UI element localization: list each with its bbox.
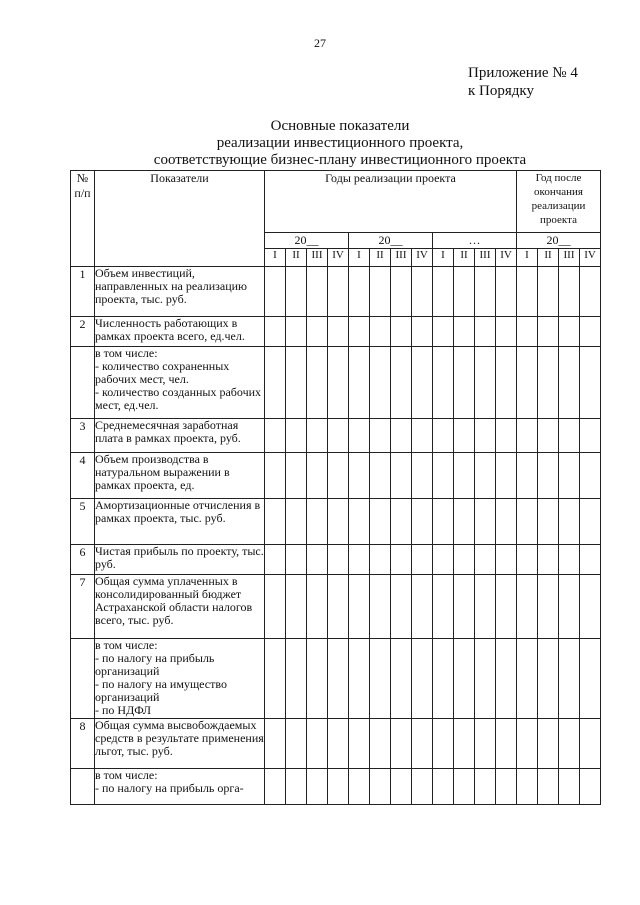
value-cell[interactable] — [433, 419, 454, 453]
value-cell[interactable] — [454, 575, 475, 639]
value-cell[interactable] — [580, 769, 601, 805]
value-cell[interactable] — [286, 453, 307, 499]
value-cell[interactable] — [517, 769, 538, 805]
value-cell[interactable] — [286, 719, 307, 769]
value-cell[interactable] — [433, 499, 454, 545]
value-cell[interactable] — [496, 453, 517, 499]
document-title — [60, 118, 620, 169]
value-cell[interactable] — [496, 317, 517, 347]
indicator-label: Амортизационные отчисления в рамках проекта, тыс. руб. — [95, 499, 265, 545]
indicator-label: Численность работающих в рамках проекта всего, ед.чел. — [95, 317, 265, 347]
row-number — [71, 347, 95, 419]
value-cell[interactable] — [328, 719, 349, 769]
value-cell[interactable] — [559, 419, 580, 453]
value-cell[interactable] — [496, 545, 517, 575]
value-cell[interactable] — [517, 267, 538, 317]
row-number: 1 — [71, 267, 95, 317]
quarter-label: III — [475, 249, 496, 267]
value-cell[interactable] — [580, 419, 601, 453]
table-row — [71, 499, 601, 545]
value-cell[interactable] — [412, 545, 433, 575]
title-line-2: реализации инвестиционного проекта, — [216, 135, 464, 151]
value-cell[interactable] — [286, 639, 307, 719]
value-cell[interactable] — [559, 719, 580, 769]
value-cell[interactable] — [475, 347, 496, 419]
value-cell[interactable] — [265, 499, 286, 545]
value-cell[interactable] — [286, 347, 307, 419]
value-cell[interactable] — [433, 347, 454, 419]
quarter-label: I — [265, 249, 286, 267]
value-cell[interactable] — [349, 347, 370, 419]
value-cell[interactable] — [538, 769, 559, 805]
value-cell[interactable] — [517, 317, 538, 347]
year-label: … — [433, 233, 517, 249]
value-cell[interactable] — [349, 575, 370, 639]
value-cell[interactable] — [265, 419, 286, 453]
value-cell[interactable] — [391, 347, 412, 419]
value-cell[interactable] — [433, 317, 454, 347]
title-line-3: соответствующие бизнес-плану инвестиционного проекта — [153, 152, 527, 168]
value-cell[interactable] — [538, 317, 559, 347]
value-cell[interactable] — [517, 347, 538, 419]
appendix-reference — [468, 64, 578, 100]
value-cell[interactable] — [559, 575, 580, 639]
value-cell[interactable] — [454, 499, 475, 545]
value-cell[interactable] — [286, 769, 307, 805]
value-cell[interactable] — [475, 639, 496, 719]
value-cell[interactable] — [349, 419, 370, 453]
value-cell[interactable] — [265, 453, 286, 499]
value-cell[interactable] — [391, 453, 412, 499]
value-cell[interactable] — [454, 347, 475, 419]
value-cell[interactable] — [349, 639, 370, 719]
value-cell[interactable] — [370, 499, 391, 545]
value-cell[interactable] — [538, 575, 559, 639]
value-cell[interactable] — [412, 317, 433, 347]
value-cell[interactable] — [391, 267, 412, 317]
value-cell[interactable] — [412, 575, 433, 639]
value-cell[interactable] — [433, 719, 454, 769]
indicator-label: Среднемесячная заработная плата в рамках проекта, руб. — [95, 419, 265, 453]
value-cell[interactable] — [412, 719, 433, 769]
value-cell[interactable] — [391, 419, 412, 453]
value-cell[interactable] — [559, 545, 580, 575]
quarter-label: II — [286, 249, 307, 267]
quarter-label: IV — [412, 249, 433, 267]
value-cell[interactable] — [328, 317, 349, 347]
year-label: 20__ — [349, 233, 433, 249]
table-row — [71, 267, 601, 317]
value-cell[interactable] — [412, 769, 433, 805]
quarter-label: II — [538, 249, 559, 267]
value-cell[interactable] — [370, 545, 391, 575]
value-cell[interactable] — [328, 347, 349, 419]
value-cell[interactable] — [307, 347, 328, 419]
value-cell[interactable] — [391, 639, 412, 719]
value-cell[interactable] — [538, 419, 559, 453]
value-cell[interactable] — [328, 545, 349, 575]
value-cell[interactable] — [265, 347, 286, 419]
value-cell[interactable] — [433, 545, 454, 575]
value-cell[interactable] — [328, 499, 349, 545]
value-cell[interactable] — [286, 267, 307, 317]
value-cell[interactable] — [580, 639, 601, 719]
header-indicators: Показатели — [95, 171, 265, 267]
value-cell[interactable] — [559, 499, 580, 545]
value-cell[interactable] — [433, 639, 454, 719]
header-year-after: Год после окончания реализации проекта — [517, 171, 601, 233]
value-cell[interactable] — [307, 575, 328, 639]
table-row — [71, 419, 601, 453]
indicator-label: в том числе: - по налогу на прибыль орга- — [95, 769, 265, 805]
value-cell[interactable] — [454, 545, 475, 575]
row-number — [71, 769, 95, 805]
value-cell[interactable] — [286, 545, 307, 575]
quarter-label: IV — [580, 249, 601, 267]
quarter-label: II — [454, 249, 475, 267]
value-cell[interactable] — [580, 719, 601, 769]
value-cell[interactable] — [559, 453, 580, 499]
value-cell[interactable] — [391, 575, 412, 639]
value-cell[interactable] — [370, 419, 391, 453]
value-cell[interactable] — [433, 267, 454, 317]
value-cell[interactable] — [307, 317, 328, 347]
value-cell[interactable] — [580, 347, 601, 419]
value-cell[interactable] — [370, 769, 391, 805]
value-cell[interactable] — [349, 317, 370, 347]
quarter-label: IV — [328, 249, 349, 267]
row-number: 2 — [71, 317, 95, 347]
value-cell[interactable] — [391, 719, 412, 769]
value-cell[interactable] — [349, 769, 370, 805]
value-cell[interactable] — [286, 575, 307, 639]
value-cell[interactable] — [496, 499, 517, 545]
value-cell[interactable] — [496, 267, 517, 317]
value-cell[interactable] — [328, 419, 349, 453]
value-cell[interactable] — [328, 453, 349, 499]
table-row — [71, 719, 601, 769]
value-cell[interactable] — [265, 719, 286, 769]
row-number — [71, 639, 95, 719]
value-cell[interactable] — [265, 545, 286, 575]
value-cell[interactable] — [580, 267, 601, 317]
quarter-label: I — [349, 249, 370, 267]
value-cell[interactable] — [559, 317, 580, 347]
value-cell[interactable] — [517, 545, 538, 575]
value-cell[interactable] — [307, 499, 328, 545]
value-cell[interactable] — [328, 769, 349, 805]
appendix-line-1: Приложение № 4 — [468, 65, 578, 81]
table-row — [71, 347, 601, 419]
row-number: 3 — [71, 419, 95, 453]
row-number: 6 — [71, 545, 95, 575]
value-cell[interactable] — [559, 267, 580, 317]
value-cell[interactable] — [328, 639, 349, 719]
value-cell[interactable] — [475, 419, 496, 453]
value-cell[interactable] — [454, 267, 475, 317]
value-cell[interactable] — [307, 545, 328, 575]
table-row — [71, 639, 601, 719]
value-cell[interactable] — [475, 769, 496, 805]
value-cell[interactable] — [328, 575, 349, 639]
value-cell[interactable] — [538, 639, 559, 719]
value-cell[interactable] — [475, 317, 496, 347]
value-cell[interactable] — [370, 719, 391, 769]
quarter-label: I — [433, 249, 454, 267]
value-cell[interactable] — [496, 419, 517, 453]
value-cell[interactable] — [286, 419, 307, 453]
value-cell[interactable] — [307, 453, 328, 499]
value-cell[interactable] — [454, 639, 475, 719]
value-cell[interactable] — [349, 499, 370, 545]
value-cell[interactable] — [517, 719, 538, 769]
value-cell[interactable] — [265, 769, 286, 805]
value-cell[interactable] — [475, 453, 496, 499]
year-label: 20__ — [265, 233, 349, 249]
value-cell[interactable] — [475, 267, 496, 317]
value-cell[interactable] — [475, 499, 496, 545]
value-cell[interactable] — [370, 317, 391, 347]
row-number: 7 — [71, 575, 95, 639]
value-cell[interactable] — [412, 267, 433, 317]
value-cell[interactable] — [391, 545, 412, 575]
value-cell[interactable] — [412, 453, 433, 499]
table-row — [71, 545, 601, 575]
value-cell[interactable] — [517, 575, 538, 639]
value-cell[interactable] — [580, 499, 601, 545]
quarter-label: IV — [496, 249, 517, 267]
value-cell[interactable] — [370, 639, 391, 719]
value-cell[interactable] — [307, 769, 328, 805]
indicator-label: Объем инвестиций, направленных на реализацию проекта, тыс. руб. — [95, 267, 265, 317]
value-cell[interactable] — [370, 267, 391, 317]
value-cell[interactable] — [517, 639, 538, 719]
value-cell[interactable] — [433, 575, 454, 639]
value-cell[interactable] — [475, 719, 496, 769]
table-row — [71, 575, 601, 639]
value-cell[interactable] — [349, 545, 370, 575]
table-row — [71, 317, 601, 347]
value-cell[interactable] — [496, 639, 517, 719]
value-cell[interactable] — [349, 719, 370, 769]
value-cell[interactable] — [265, 639, 286, 719]
value-cell[interactable] — [559, 347, 580, 419]
value-cell[interactable] — [496, 575, 517, 639]
value-cell[interactable] — [475, 575, 496, 639]
value-cell[interactable] — [307, 419, 328, 453]
year-label: 20__ — [517, 233, 601, 249]
value-cell[interactable] — [496, 769, 517, 805]
value-cell[interactable] — [265, 267, 286, 317]
value-cell[interactable] — [454, 453, 475, 499]
value-cell[interactable] — [265, 317, 286, 347]
indicator-label: Общая сумма уплаченных в консолидированный бюджет Астраханской области налогов всего, тыс. руб. — [95, 575, 265, 639]
value-cell[interactable] — [286, 499, 307, 545]
value-cell[interactable] — [559, 639, 580, 719]
title-line-1: Основные показатели — [270, 118, 410, 134]
value-cell[interactable] — [580, 453, 601, 499]
indicators-table — [70, 170, 601, 805]
value-cell[interactable] — [433, 769, 454, 805]
quarter-label: III — [307, 249, 328, 267]
value-cell[interactable] — [412, 499, 433, 545]
value-cell[interactable] — [328, 267, 349, 317]
value-cell[interactable] — [538, 499, 559, 545]
value-cell[interactable] — [454, 719, 475, 769]
value-cell[interactable] — [454, 317, 475, 347]
quarter-label: III — [391, 249, 412, 267]
value-cell[interactable] — [286, 317, 307, 347]
table-row — [71, 769, 601, 805]
row-number: 8 — [71, 719, 95, 769]
value-cell[interactable] — [391, 769, 412, 805]
value-cell[interactable] — [538, 545, 559, 575]
value-cell[interactable] — [496, 719, 517, 769]
value-cell[interactable] — [370, 453, 391, 499]
value-cell[interactable] — [538, 267, 559, 317]
value-cell[interactable] — [538, 347, 559, 419]
value-cell[interactable] — [538, 453, 559, 499]
value-cell[interactable] — [412, 639, 433, 719]
row-number: 5 — [71, 499, 95, 545]
value-cell[interactable] — [517, 499, 538, 545]
value-cell[interactable] — [391, 317, 412, 347]
page-number: 27 — [314, 36, 326, 50]
value-cell[interactable] — [454, 769, 475, 805]
value-cell[interactable] — [580, 317, 601, 347]
row-number: 4 — [71, 453, 95, 499]
value-cell[interactable] — [517, 419, 538, 453]
value-cell[interactable] — [349, 453, 370, 499]
indicator-label: Общая сумма высвобождаемых средств в результате применения льгот, тыс. руб. — [95, 719, 265, 769]
indicator-label: Чистая прибыль по проекту, тыс. руб. — [95, 545, 265, 575]
value-cell[interactable] — [370, 347, 391, 419]
indicator-label: в том числе: - количество сохраненных рабочих мест, чел. - количество созданных рабочих мест, ед.чел. — [95, 347, 265, 419]
quarter-label: I — [517, 249, 538, 267]
indicator-label: Объем производства в натуральном выражении в рамках проекта, ед. — [95, 453, 265, 499]
value-cell[interactable] — [496, 347, 517, 419]
value-cell[interactable] — [307, 719, 328, 769]
table-row — [71, 453, 601, 499]
appendix-line-2: к Порядку — [468, 83, 534, 99]
value-cell[interactable] — [307, 267, 328, 317]
value-cell[interactable] — [580, 545, 601, 575]
value-cell[interactable] — [412, 347, 433, 419]
quarter-label: II — [370, 249, 391, 267]
value-cell[interactable] — [538, 719, 559, 769]
value-cell[interactable] — [307, 639, 328, 719]
value-cell[interactable] — [559, 769, 580, 805]
value-cell[interactable] — [349, 267, 370, 317]
header-project-years: Годы реализации проекта — [265, 171, 517, 233]
value-cell[interactable] — [454, 419, 475, 453]
value-cell[interactable] — [517, 453, 538, 499]
value-cell[interactable] — [370, 575, 391, 639]
value-cell[interactable] — [475, 545, 496, 575]
value-cell[interactable] — [391, 499, 412, 545]
value-cell[interactable] — [265, 575, 286, 639]
quarter-label: III — [559, 249, 580, 267]
value-cell[interactable] — [412, 419, 433, 453]
value-cell[interactable] — [580, 575, 601, 639]
header-row-number: № п/п — [71, 171, 95, 267]
indicator-label: в том числе: - по налогу на прибыль организаций - по налогу на имущество организаций - по НДФЛ — [95, 639, 265, 719]
value-cell[interactable] — [433, 453, 454, 499]
